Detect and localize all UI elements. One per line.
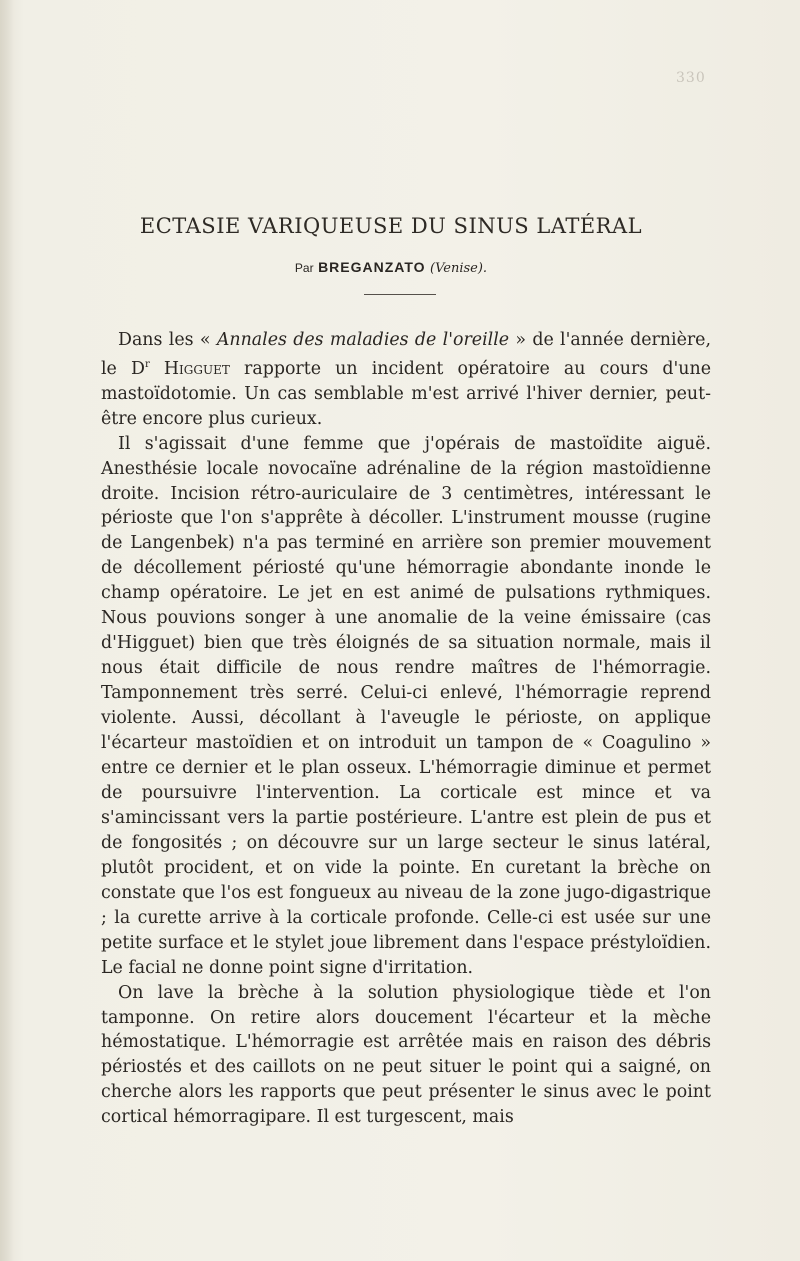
p1-text-a: Dans les « — [118, 330, 217, 350]
doctor-superscript: r — [144, 358, 150, 370]
p1-text-c: rapporte un incident opératoire au cours d'une mastoïdotomie. Un cas semblable m'est arrivé l'hiver dernier, peut-être encore plus curieux. — [101, 358, 712, 429]
page-gutter-shadow — [0, 0, 14, 1261]
journal-title: Annales des maladies de l'oreille — [216, 330, 510, 350]
p1-text-b: » de l'année dernière, le D — [101, 330, 711, 379]
paragraph-2: Il s'agissait d'une femme que j'opérais de mastoïdite aiguë. Anesthésie locale novocaïne adrénaline de la région mastoïdienne droite. Incision rétro-auriculaire de 3 centimètres, intéressant le périoste que l'on s'apprête à décoller. L'instrument mousse (rugine de Langenbek) n'a pas terminé en arrière son premier mouvement de décollement périosté qu'une hémorragie abondante inonde le champ opératoire. Le jet en est animé de pulsations rythmiques. Nous pouvions songer à une anomalie de la veine émissaire (cas d'Higguet) bien que très éloignés de sa situation normale, mais il nous était difficile de nous rendre maîtres de l'hémorragie. Tamponnement très serré. Celui-ci enlevé, l'hémorragie reprend violente. Aussi, décollant à l'aveugle le périoste, on applique l'écarteur mastoïdien et on introduit un tampon de « Coagulino » entre ce dernier et le plan osseux. L'hémorragie diminue et permet de poursuivre l'intervention. La corticale est mince et va s'amincissant vers la partie postérieure. L'antre est plein de pus et de fongosités ; on découvre sur un large secteur le sinus latéral, plutôt procident, et on vide la pointe. En curetant la brèche on constate que l'os est fongueux au niveau de la zone jugo-digastrique ; la curette arrive à la corticale profonde. Celle-ci est usée sur une petite surface et le stylet joue librement dans l'espace préstyloïdien. Le facial ne donne point signe d'irritation. — [101, 433, 711, 978]
byline — [60, 259, 722, 276]
article-body — [101, 328, 711, 1130]
author-name: BREGANZATO — [318, 259, 426, 275]
byline-prefix: Par — [294, 261, 314, 275]
article-title: ECTASIE VARIQUEUSE DU SINUS LATÉRAL — [139, 214, 643, 238]
author-place: (Venise). — [430, 261, 488, 276]
paragraph-1 — [101, 328, 711, 432]
paragraph-3: On lave la brèche à la solution physiologique tiède et l'on tamponne. On retire alors doucement l'écarteur et la mèche hémostatique. L'hémorragie est arrêtée mais en raison des débris périostés et des caillots on ne peut situer le point qui a saigné, on cherche alors les rapports que peut présenter le sinus avec le point cortical hémorragipare. Il est turgescent, mais — [101, 982, 711, 1128]
title-rule — [364, 294, 436, 295]
cited-author: Higguet — [163, 358, 230, 379]
page-number: 330 — [676, 70, 706, 86]
